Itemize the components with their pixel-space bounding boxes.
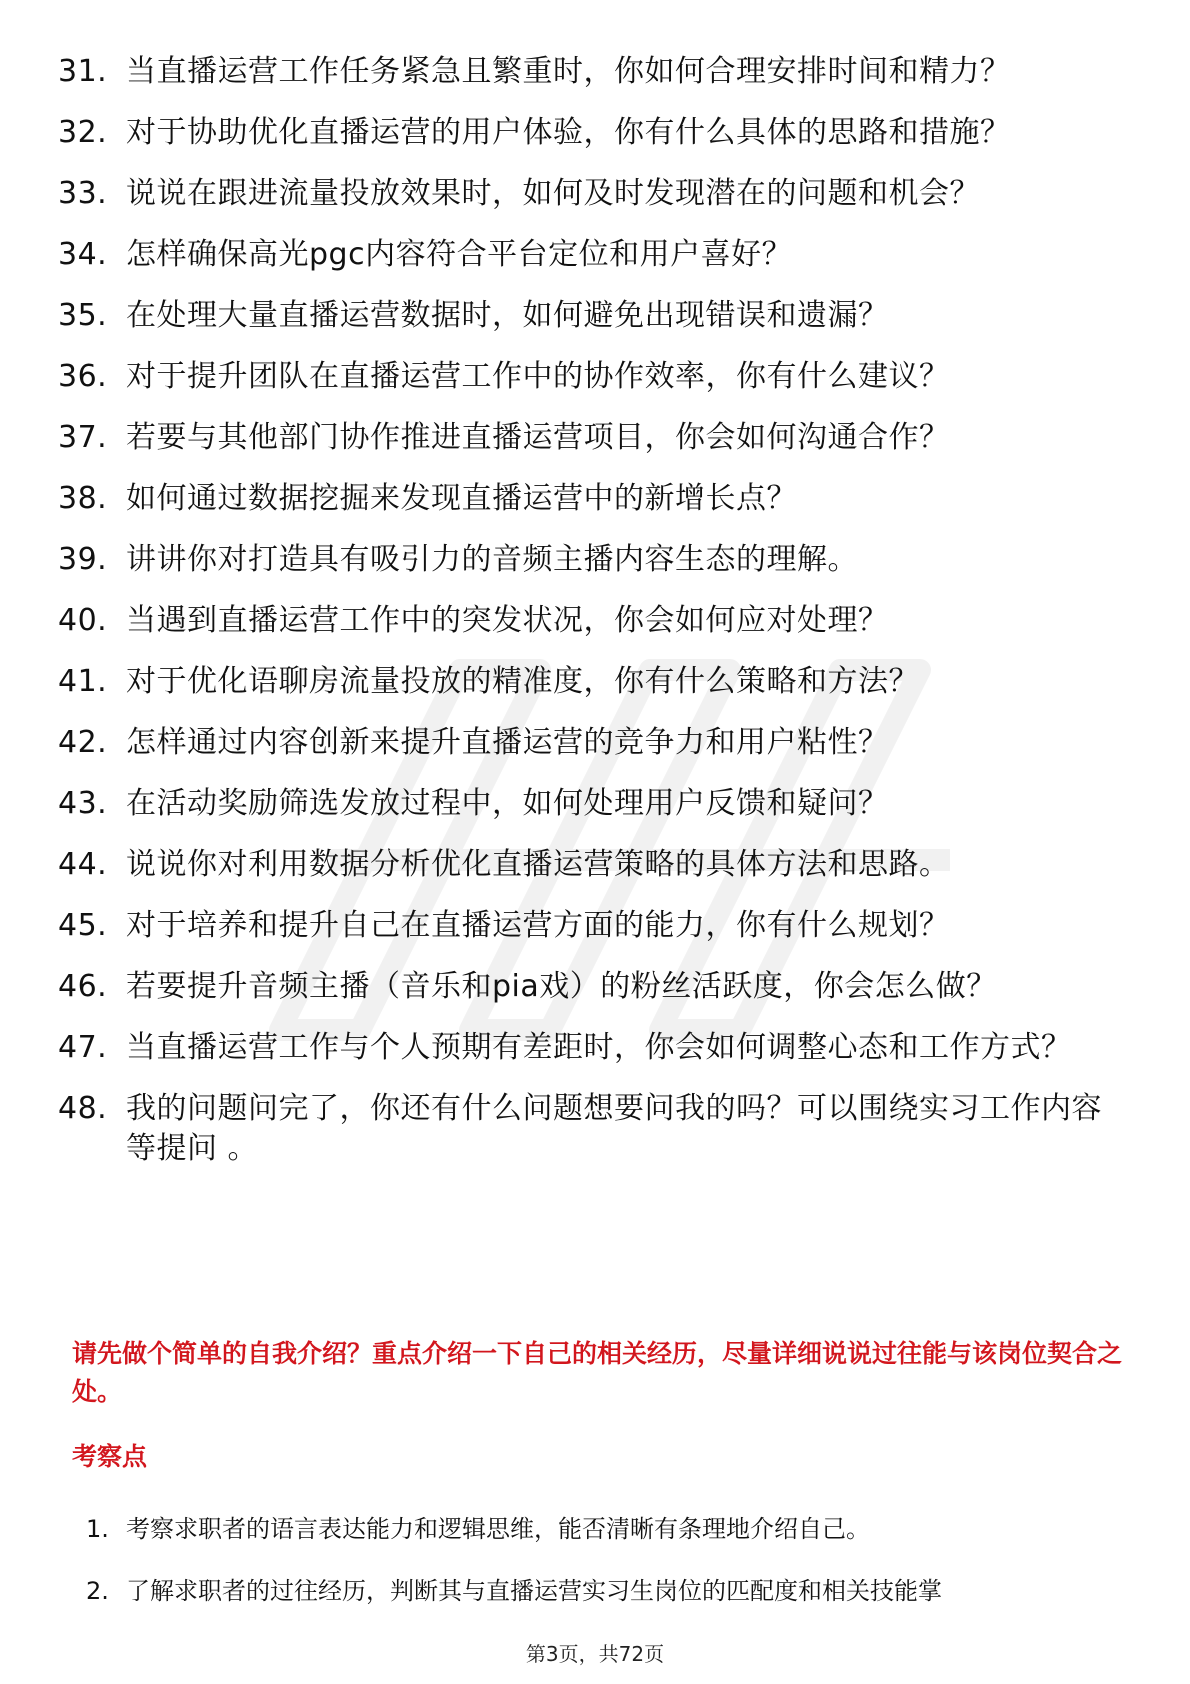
question-item xyxy=(58,662,1118,702)
question-text: 当直播运营工作任务紧急且繁重时，你如何合理安排时间和精力？ xyxy=(126,54,1011,89)
assessment-list xyxy=(86,1512,1126,1636)
question-item xyxy=(58,418,1118,458)
section-heading: 请先做个简单的自我介绍？重点介绍一下自己的相关经历，尽量详细说说过往能与该岗位契合之处。 xyxy=(72,1339,1123,1406)
question-text: 如何通过数据挖掘来发现直播运营中的新增长点？ xyxy=(126,481,797,516)
question-number: 44. xyxy=(58,847,108,882)
question-number: 33. xyxy=(58,176,108,211)
question-number: 35. xyxy=(58,298,108,333)
question-text: 对于培养和提升自己在直播运营方面的能力，你有什么规划？ xyxy=(126,908,950,943)
question-item xyxy=(58,601,1118,641)
question-item xyxy=(58,174,1118,214)
page-footer: 第3页，共72页 xyxy=(525,1642,665,1666)
question-item xyxy=(58,357,1118,397)
assessment-number: 2. xyxy=(86,1577,109,1605)
question-number: 47. xyxy=(58,1030,108,1065)
question-item xyxy=(58,967,1118,1007)
question-number: 41. xyxy=(58,664,108,699)
question-text: 若要与其他部门协作推进直播运营项目，你会如何沟通合作？ xyxy=(126,420,950,455)
assessment-text: 考察求职者的语言表达能力和逻辑思维，能否清晰有条理地介绍自己。 xyxy=(126,1515,870,1543)
question-number: 34. xyxy=(58,237,108,272)
assessment-number: 1. xyxy=(86,1515,109,1543)
question-number: 42. xyxy=(58,725,108,760)
question-text: 对于协助优化直播运营的用户体验，你有什么具体的思路和措施？ xyxy=(126,115,1011,150)
question-number: 39. xyxy=(58,542,108,577)
question-item xyxy=(58,113,1118,153)
question-number: 48. xyxy=(58,1091,108,1126)
question-number: 43. xyxy=(58,786,108,821)
assessment-text: 了解求职者的过往经历，判断其与直播运营实习生岗位的匹配度和相关技能掌 xyxy=(126,1577,942,1605)
question-item xyxy=(58,1089,1118,1169)
assessment-item xyxy=(86,1574,1126,1608)
assessment-item xyxy=(86,1512,1126,1546)
question-text: 对于优化语聊房流量投放的精准度，你有什么策略和方法？ xyxy=(126,664,919,699)
question-item xyxy=(58,235,1118,275)
question-number: 45. xyxy=(58,908,108,943)
question-item xyxy=(58,1028,1118,1068)
question-list xyxy=(58,52,1118,1190)
question-number: 31. xyxy=(58,54,108,89)
question-text: 在处理大量直播运营数据时，如何避免出现错误和遗漏？ xyxy=(126,298,889,333)
question-item xyxy=(58,784,1118,824)
question-item xyxy=(58,296,1118,336)
question-item xyxy=(58,52,1118,92)
question-text: 对于提升团队在直播运营工作中的协作效率，你有什么建议？ xyxy=(126,359,950,394)
question-text: 说说在跟进流量投放效果时，如何及时发现潜在的问题和机会？ xyxy=(126,176,980,211)
question-text: 说说你对利用数据分析优化直播运营策略的具体方法和思路。 xyxy=(126,847,950,882)
question-item xyxy=(58,723,1118,763)
question-number: 40. xyxy=(58,603,108,638)
assessment-label: 考察点 xyxy=(72,1442,148,1471)
question-text: 怎样确保高光pgc内容符合平台定位和用户喜好？ xyxy=(126,237,793,272)
question-item xyxy=(58,479,1118,519)
question-item xyxy=(58,540,1118,580)
question-text: 当遇到直播运营工作中的突发状况，你会如何应对处理？ xyxy=(126,603,889,638)
question-text: 怎样通过内容创新来提升直播运营的竞争力和用户粘性？ xyxy=(126,725,889,760)
question-number: 32. xyxy=(58,115,108,150)
question-item xyxy=(58,845,1118,885)
question-number: 46. xyxy=(58,969,108,1004)
question-item xyxy=(58,906,1118,946)
question-number: 37. xyxy=(58,420,108,455)
question-text: 讲讲你对打造具有吸引力的音频主播内容生态的理解。 xyxy=(126,542,858,577)
question-number: 36. xyxy=(58,359,108,394)
question-text: 若要提升音频主播（音乐和pia戏）的粉丝活跃度，你会怎么做？ xyxy=(126,969,997,1004)
question-number: 38. xyxy=(58,481,108,516)
question-text: 我的问题问完了，你还有什么问题想要问我的吗？可以围绕实习工作内容等提问 。 xyxy=(126,1091,1102,1166)
question-text: 在活动奖励筛选发放过程中，如何处理用户反馈和疑问？ xyxy=(126,786,889,821)
question-text: 当直播运营工作与个人预期有差距时，你会如何调整心态和工作方式？ xyxy=(126,1030,1072,1065)
